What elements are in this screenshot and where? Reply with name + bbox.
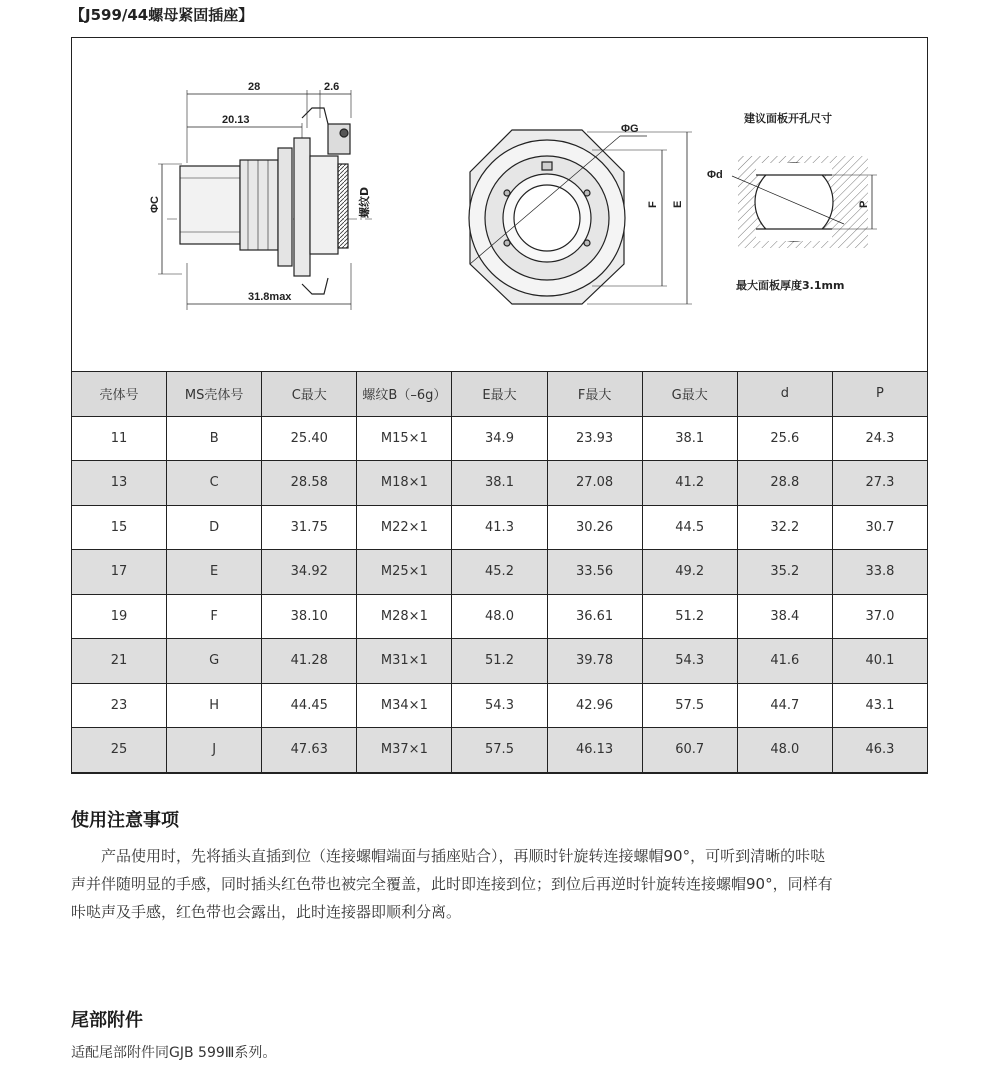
- table-cell: G: [167, 639, 262, 684]
- usage-line-1: 产品使用时，先将插头直插到位（连接螺帽端面与插座贴合），再顺时针旋转连接螺帽90°，可听到清晰的咔哒: [101, 847, 826, 865]
- table-cell: 25.6: [737, 416, 832, 461]
- table-cell: 19: [72, 594, 167, 639]
- table-cell: F: [167, 594, 262, 639]
- table-cell: 23: [72, 683, 167, 728]
- table-cell: 35.2: [737, 550, 832, 595]
- dim-31-8max: 31.8max: [248, 291, 292, 303]
- table-cell: 30.7: [832, 505, 927, 550]
- table-row: [72, 594, 928, 639]
- table-cell: 45.2: [452, 550, 547, 595]
- usage-line-3: 咔哒声及手感，红色带也会露出，此时连接器即顺利分离。: [71, 903, 462, 921]
- table-cell: 46.3: [832, 728, 927, 773]
- table-cell: D: [167, 505, 262, 550]
- table-cell: 49.2: [642, 550, 737, 595]
- table-cell: M25×1: [357, 550, 452, 595]
- table-cell: 32.2: [737, 505, 832, 550]
- label-phi-d: Φd: [707, 169, 723, 181]
- page-title: 【J599/44螺母紧固插座】: [70, 6, 254, 24]
- table-cell: 30.26: [547, 505, 642, 550]
- spec-frame: [71, 37, 928, 774]
- table-cell: M37×1: [357, 728, 452, 773]
- table-cell: J: [167, 728, 262, 773]
- dim-2-6: 2.6: [324, 81, 340, 93]
- accessory-text: 适配尾部附件同GJB 599Ⅲ系列。: [71, 1045, 277, 1061]
- col-header: d: [737, 372, 832, 417]
- table-row: [72, 639, 928, 684]
- table-cell: M18×1: [357, 461, 452, 506]
- label-phi-c: ΦC: [149, 196, 161, 213]
- table-cell: 15: [72, 505, 167, 550]
- table-cell: 41.2: [642, 461, 737, 506]
- table-cell: C: [167, 461, 262, 506]
- table-cell: 31.75: [262, 505, 357, 550]
- panel-title: 建议面板开孔尺寸: [744, 112, 832, 125]
- table-cell: 41.6: [737, 639, 832, 684]
- col-header: G最大: [642, 372, 737, 417]
- label-thread-d: 螺纹D: [358, 186, 371, 218]
- label-f: F: [647, 201, 659, 208]
- table-cell: M34×1: [357, 683, 452, 728]
- table-cell: 25.40: [262, 416, 357, 461]
- dim-20-13: 20.13: [222, 114, 250, 126]
- label-e: E: [672, 200, 684, 208]
- table-cell: 44.45: [262, 683, 357, 728]
- usage-paragraph: [71, 842, 931, 926]
- table-body: [72, 416, 928, 772]
- accessory-heading: 尾部附件: [71, 1010, 143, 1031]
- label-phi-g: ΦG: [621, 123, 639, 135]
- table-header-row: [72, 372, 928, 417]
- table-cell: 60.7: [642, 728, 737, 773]
- table-row: [72, 416, 928, 461]
- table-row: [72, 461, 928, 506]
- table-cell: 33.56: [547, 550, 642, 595]
- table-cell: 43.1: [832, 683, 927, 728]
- col-header: MS壳体号: [167, 372, 262, 417]
- table-cell: 37.0: [832, 594, 927, 639]
- table-cell: 34.92: [262, 550, 357, 595]
- table-cell: E: [167, 550, 262, 595]
- table-cell: 57.5: [452, 728, 547, 773]
- col-header: E最大: [452, 372, 547, 417]
- table-row: [72, 683, 928, 728]
- table-cell: 54.3: [452, 683, 547, 728]
- table-cell: 24.3: [832, 416, 927, 461]
- table-cell: 25: [72, 728, 167, 773]
- table-cell: M15×1: [357, 416, 452, 461]
- table-cell: 44.7: [737, 683, 832, 728]
- col-header: P: [832, 372, 927, 417]
- table-cell: 51.2: [452, 639, 547, 684]
- table-cell: 28.8: [737, 461, 832, 506]
- col-header: 螺纹B（–6g）: [357, 372, 452, 417]
- table-cell: 28.58: [262, 461, 357, 506]
- table-cell: 48.0: [452, 594, 547, 639]
- col-header: 壳体号: [72, 372, 167, 417]
- table-cell: 44.5: [642, 505, 737, 550]
- table-cell: 17: [72, 550, 167, 595]
- technical-drawing: [72, 38, 927, 371]
- table-cell: M31×1: [357, 639, 452, 684]
- table-cell: 38.1: [642, 416, 737, 461]
- table-cell: 33.8: [832, 550, 927, 595]
- table-cell: 41.28: [262, 639, 357, 684]
- table-cell: 38.10: [262, 594, 357, 639]
- table-cell: 11: [72, 416, 167, 461]
- table-cell: 27.3: [832, 461, 927, 506]
- table-cell: 27.08: [547, 461, 642, 506]
- table-cell: 41.3: [452, 505, 547, 550]
- table-cell: 51.2: [642, 594, 737, 639]
- usage-heading: 使用注意事项: [71, 810, 179, 831]
- table-cell: H: [167, 683, 262, 728]
- label-p: P: [858, 200, 870, 208]
- spec-table: [71, 371, 928, 773]
- table-cell: 54.3: [642, 639, 737, 684]
- table-cell: M22×1: [357, 505, 452, 550]
- dim-28: 28: [248, 81, 261, 93]
- table-row: [72, 550, 928, 595]
- table-cell: 38.4: [737, 594, 832, 639]
- table-row: [72, 505, 928, 550]
- col-header: C最大: [262, 372, 357, 417]
- front-view: [469, 130, 692, 304]
- side-view: [158, 90, 372, 310]
- table-cell: M28×1: [357, 594, 452, 639]
- panel-thickness: 最大面板厚度3.1mm: [736, 279, 845, 292]
- table-row: [72, 728, 928, 773]
- table-cell: 13: [72, 461, 167, 506]
- table-cell: 39.78: [547, 639, 642, 684]
- table-cell: 57.5: [642, 683, 737, 728]
- table-cell: 23.93: [547, 416, 642, 461]
- table-cell: 38.1: [452, 461, 547, 506]
- table-cell: 36.61: [547, 594, 642, 639]
- table-cell: 21: [72, 639, 167, 684]
- table-cell: 46.13: [547, 728, 642, 773]
- col-header: F最大: [547, 372, 642, 417]
- table-cell: 47.63: [262, 728, 357, 773]
- table-cell: 40.1: [832, 639, 927, 684]
- panel-cutout: [732, 156, 877, 248]
- usage-line-2: 声并伴随明显的手感，同时插头红色带也被完全覆盖，此时即连接到位；到位后再逆时针旋转连接螺帽90°，同样有: [71, 875, 833, 893]
- table-cell: 42.96: [547, 683, 642, 728]
- table-cell: B: [167, 416, 262, 461]
- table-cell: 34.9: [452, 416, 547, 461]
- table-cell: 48.0: [737, 728, 832, 773]
